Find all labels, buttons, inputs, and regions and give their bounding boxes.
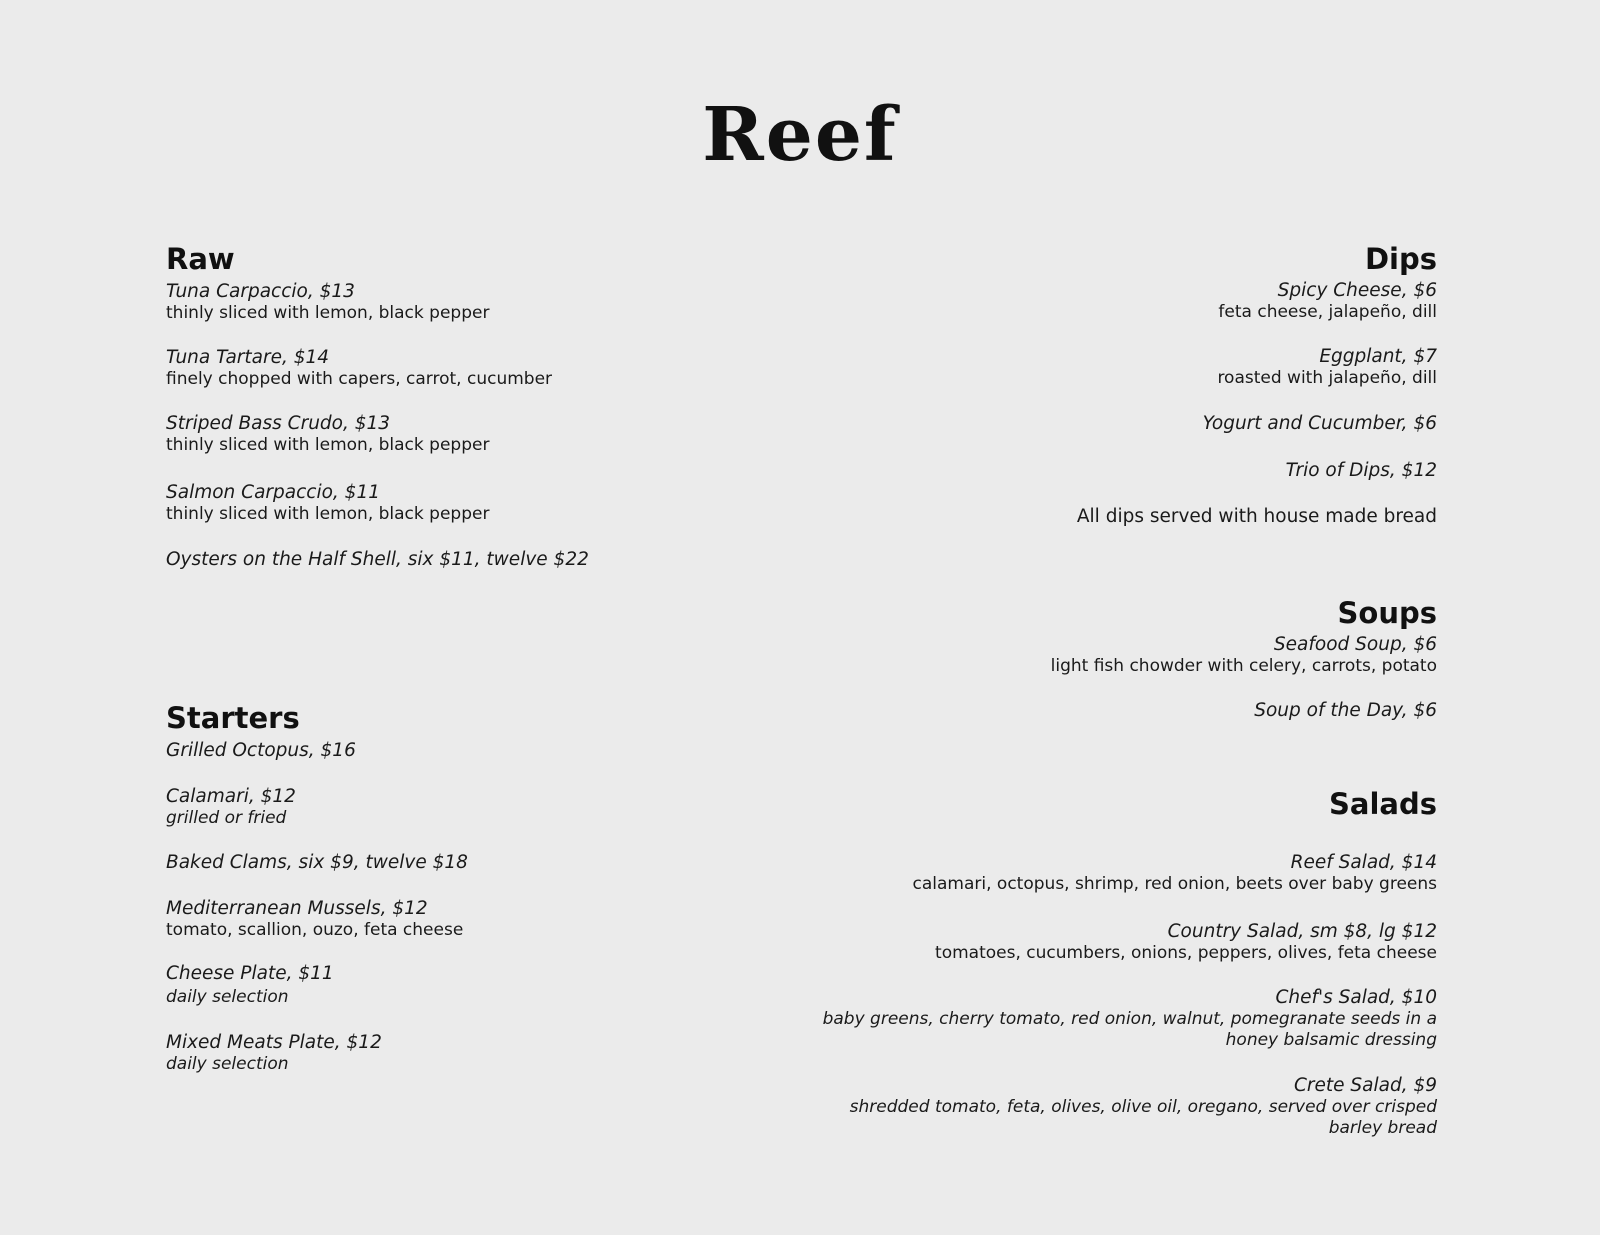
menu-item	[1203, 413, 1437, 435]
item-description: grilled or fried	[166, 807, 287, 828]
menu-item	[166, 549, 589, 571]
item-name: Calamari, $12	[166, 786, 296, 807]
item-name: Striped Bass Crudo, $13	[166, 413, 391, 434]
item-name: Spicy Cheese, $6	[1277, 280, 1437, 301]
item-name: Cheese Plate, $11	[166, 963, 334, 984]
menu-item	[166, 740, 356, 762]
menu-item	[166, 347, 552, 390]
item-description: daily selection	[166, 1053, 289, 1074]
item-description: tomatoes, cucumbers, onions, peppers, olives, feta cheese	[935, 942, 1437, 963]
menu-item	[166, 786, 296, 829]
item-description: finely chopped with capers, carrot, cucumber	[166, 368, 553, 389]
menu-item	[166, 898, 463, 941]
item-name: Yogurt and Cucumber, $6	[1202, 413, 1437, 434]
menu-item	[850, 1075, 1437, 1140]
item-description: baby greens, cherry tomato, red onion, walnut, pomegranate seeds in a	[822, 1008, 1437, 1029]
item-description: shredded tomato, feta, olives, olive oil, oregano, served over crisped	[849, 1096, 1437, 1117]
menu-item	[166, 281, 489, 324]
item-description: feta cheese, jalapeño, dill	[1218, 301, 1437, 322]
section-heading-raw: Raw	[166, 242, 235, 276]
item-description: thinly sliced with lemon, black pepper	[166, 503, 490, 524]
item-description: honey balsamic dressing	[1225, 1030, 1437, 1050]
menu-item	[166, 852, 468, 874]
item-name: Seafood Soup, $6	[1273, 634, 1437, 655]
menu-item	[166, 1032, 382, 1075]
menu-item	[1051, 634, 1437, 677]
menu-item	[1218, 280, 1437, 323]
item-description: roasted with jalapeño, dill	[1217, 367, 1437, 388]
item-name: Soup of the Day, $6	[1254, 700, 1437, 721]
item-name: Crete Salad, $9	[1293, 1075, 1437, 1096]
section-heading-salads: Salads	[1329, 787, 1437, 821]
item-description: calamari, octopus, shrimp, red onion, beets over baby greens	[912, 873, 1437, 894]
section-heading-starters: Starters	[166, 701, 300, 735]
section-heading-dips: Dips	[1364, 242, 1437, 276]
item-name: Chef's Salad, $10	[1275, 987, 1437, 1008]
menu-item	[1254, 700, 1437, 722]
menu-item	[166, 482, 489, 525]
item-name: Reef Salad, $14	[1290, 852, 1437, 873]
item-description: thinly sliced with lemon, black pepper	[166, 302, 490, 323]
menu-item	[1286, 460, 1437, 482]
restaurant-logo-title: Reef	[702, 92, 898, 178]
item-description: light fish chowder with celery, carrots, potato	[1050, 655, 1437, 676]
item-description: tomato, scallion, ouzo, feta cheese	[166, 919, 464, 940]
item-name: Country Salad, sm $8, lg $12	[1167, 921, 1437, 942]
menu-item	[913, 852, 1437, 895]
item-name: Salmon Carpaccio, $11	[166, 482, 380, 503]
item-description: thinly sliced with lemon, black pepper	[166, 434, 490, 455]
menu-item	[935, 921, 1437, 964]
menu-item	[166, 413, 489, 456]
item-name: Grilled Octopus, $16	[166, 740, 356, 761]
item-name: Trio of Dips, $12	[1285, 460, 1437, 481]
item-name: Mixed Meats Plate, $12	[166, 1032, 382, 1053]
item-description: daily selection	[166, 986, 289, 1007]
item-name: Eggplant, $7	[1319, 346, 1437, 367]
item-name: Tuna Carpaccio, $13	[166, 281, 355, 302]
item-name: Mediterranean Mussels, $12	[166, 898, 428, 919]
menu-item	[823, 987, 1437, 1052]
menu-item	[166, 963, 334, 1008]
item-name: Tuna Tartare, $14	[166, 347, 330, 368]
item-name: Baked Clams, six $9, twelve $18	[166, 852, 468, 873]
dips-note: All dips served with house made bread	[1076, 506, 1437, 527]
item-name: Oysters on the Half Shell, six $11, twelve $22	[166, 549, 589, 570]
section-heading-soups: Soups	[1337, 596, 1437, 630]
menu-item	[1217, 346, 1437, 389]
item-description: barley bread	[1328, 1118, 1437, 1138]
